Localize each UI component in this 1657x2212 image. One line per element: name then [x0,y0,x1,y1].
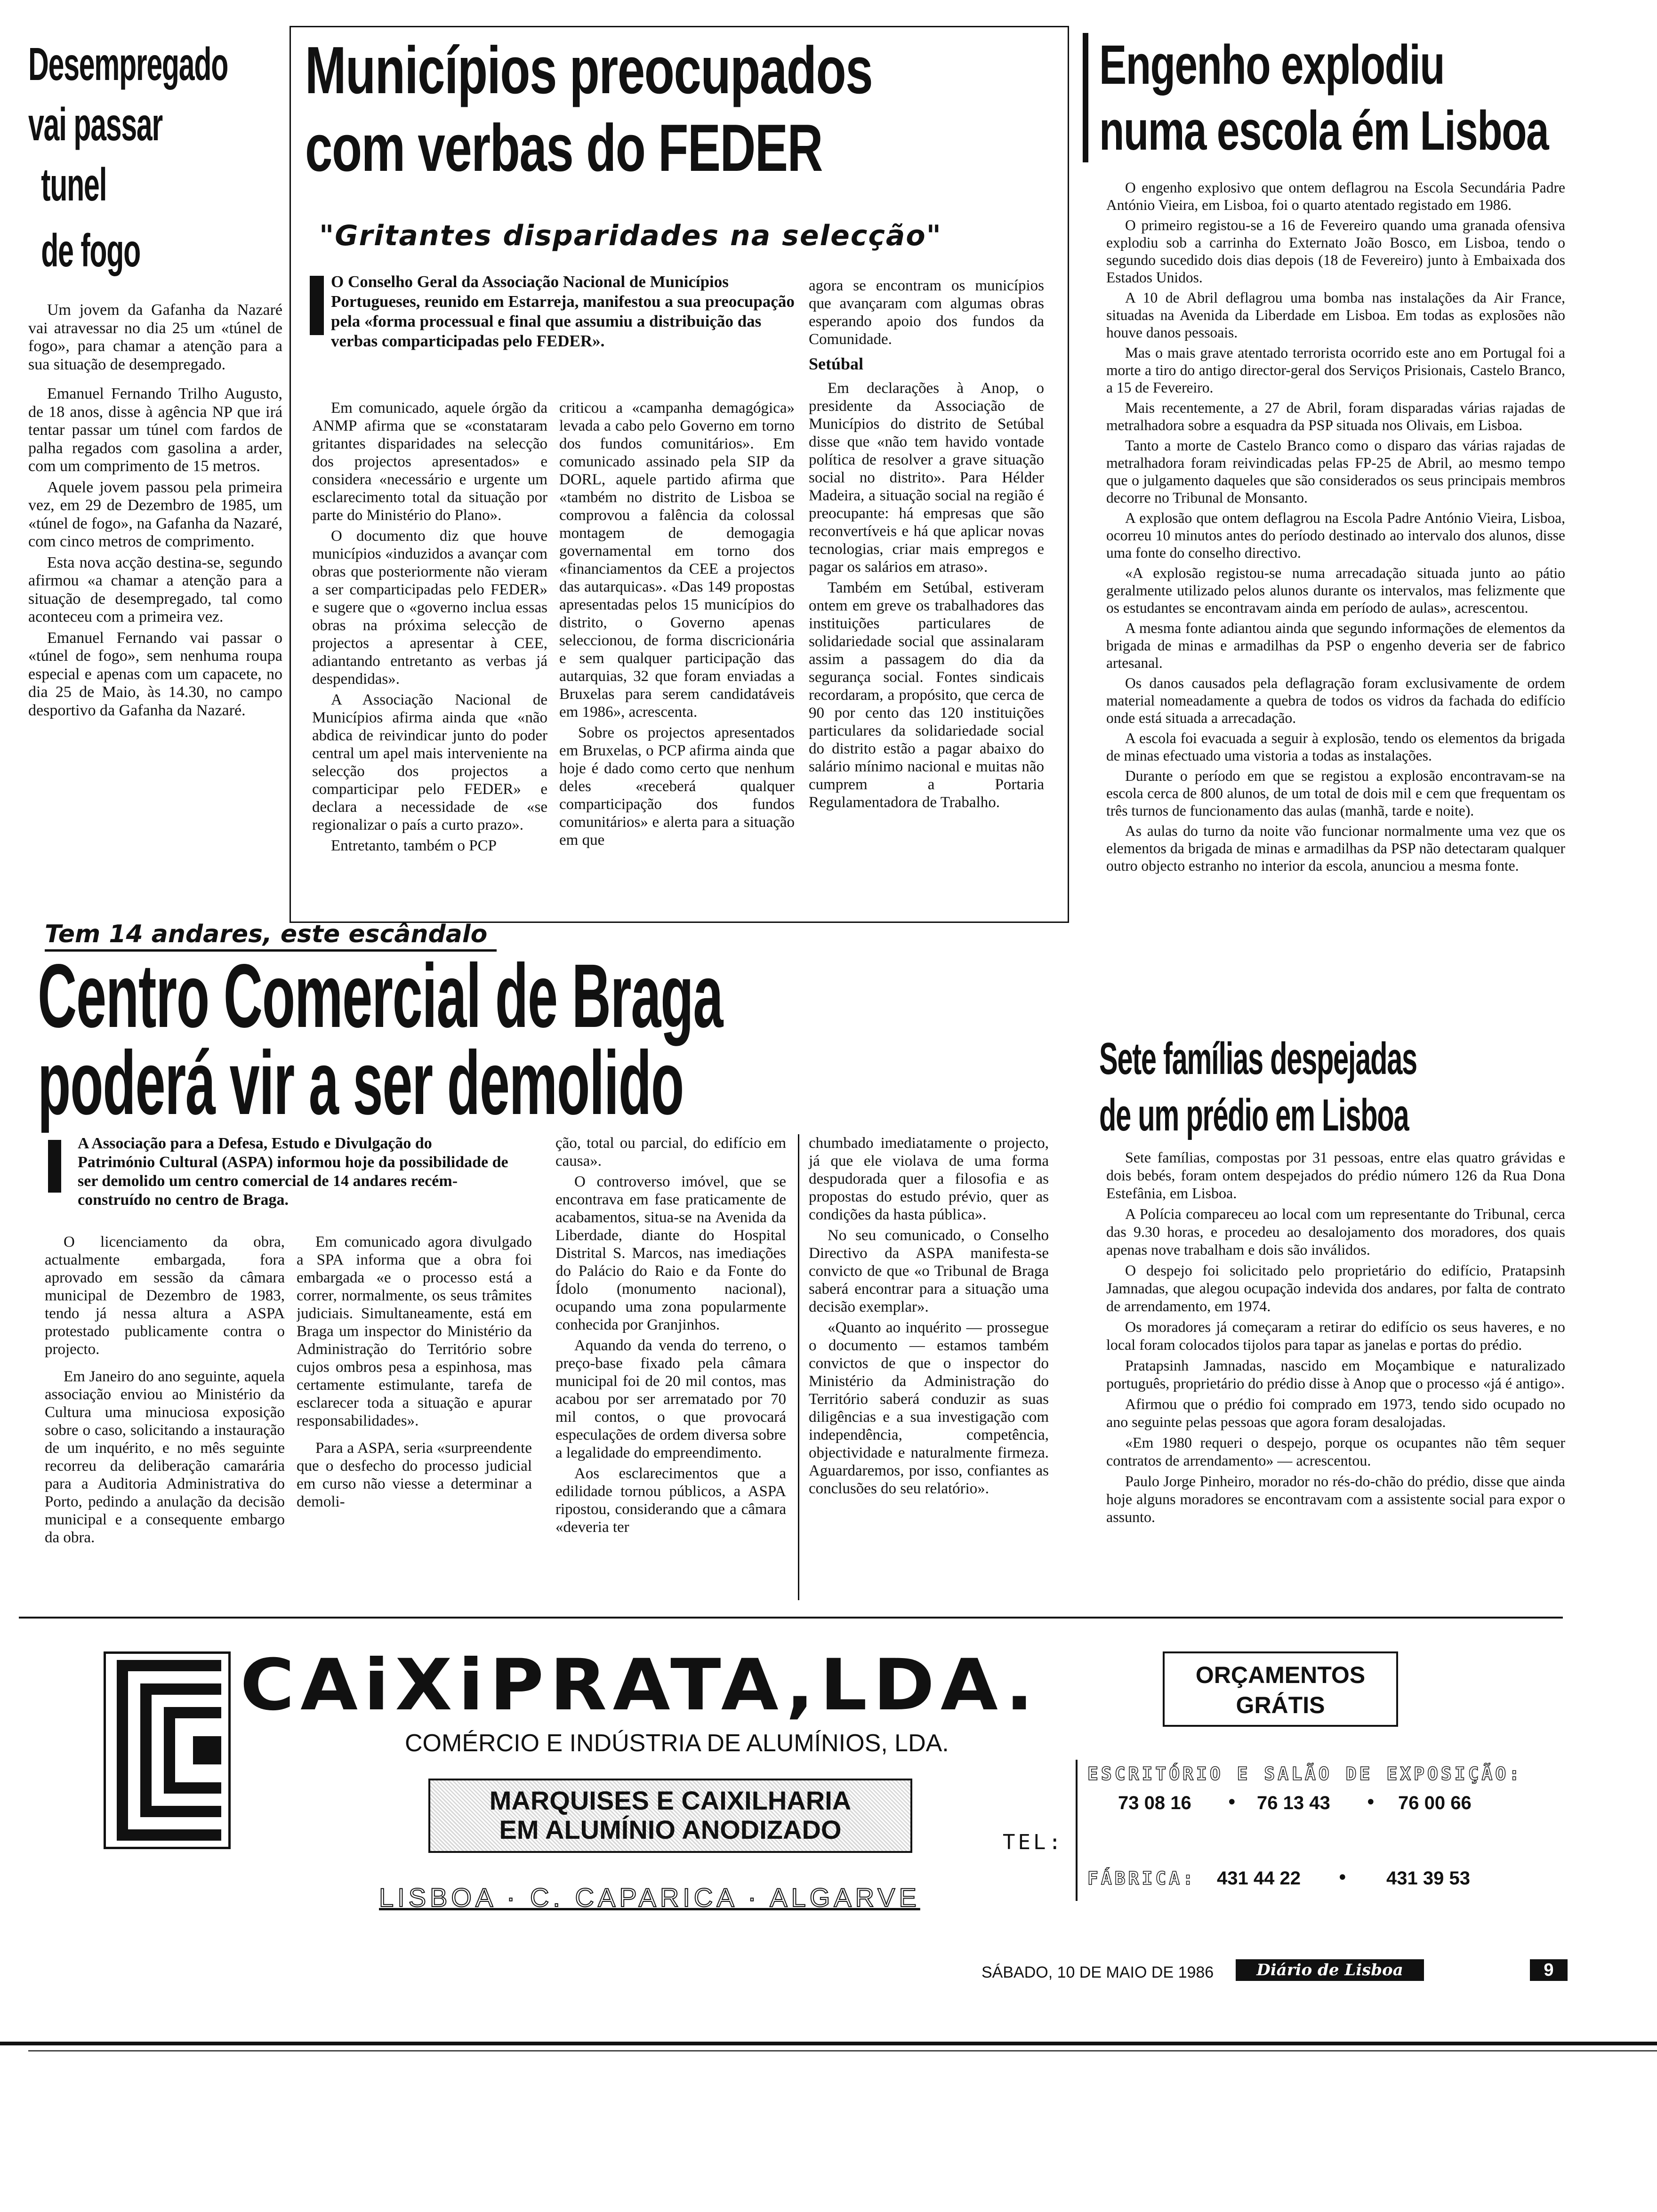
subheading: Setúbal [809,354,864,373]
story-feder [290,26,1069,923]
paragraph: A Polícia compareceu ao local com um representante do Tribunal, cerca das 9.30 horas, e procedeu ao desalojamento dos moradores, dos quais apenas nove trabalham e dois são inválidos. [1106,1205,1565,1258]
lead-bar [48,1140,61,1193]
feder-col1 [312,399,547,917]
engenho-body [1106,179,1565,1064]
lead-bar [310,276,324,335]
paragraph: Pratapsinh Jamnadas, nascido em Moçambique e naturalizado português, proprietário do prédio disse à Anop que o processo «já é antigo». [1106,1357,1565,1392]
product-line: EM ALUMÍNIO ANODIZADO [499,1815,842,1844]
paragraph: As aulas do turno da noite vão funcionar normalmente uma vez que os elementos da brigada de minas e armadilhas da PSP não detectaram qualquer outro objecto estranho no interior da escola, anunciou a mesma fonte. [1106,823,1565,874]
paragraph: criticou a «campanha demagógica» levada a cabo pelo Governo em torno dos fundos comunitários». Em comunicado assinado pela SIP da DORL, aquele partido afirma que «também no distrito de Lisboa se comprovou a falência da colossal montagem de demogagia governamental em torno dos «financiamentos da CEE a projectos das autarquicas». «Das 149 propostas apresentadas pelos 15 municípios do distrito, o Governo apenas seleccionou, de forma discricionária e sem qualquer participação das autarquias, 32 que foram enviadas a Bruxelas para serem candidatáveis em 1986», acrescenta. [559,400,795,721]
braga-col4 [798,1134,1049,1600]
advertisement [19,1617,1563,1957]
paragraph: O licenciamento da obra, actualmente embargada, fora aprovado em sessão da câmara municipal de Dezembro de 1983, tendo já nessa altura a ASPA protestado publicamente contra o projecto. [45,1234,285,1358]
caixiprata-logo [104,1651,231,1849]
paragraph: Em comunicado, aquele órgão da ANMP afirma que se «constataram gritantes disparidades na selecção dos projectos apresentados» e considera «necessário e urgente um esclarecimento total da situação por parte do Ministério do Plano». [312,400,547,524]
headline-line: vai passar [28,98,162,150]
office-label: ESCRITÓRIO E SALÃO DE EXPOSIÇÃO: [1087,1763,1523,1784]
separator-dot: • [1365,1792,1376,1813]
paragraph: A 10 de Abril deflagrou uma bomba nas instalações da Air France, situadas na Avenida da Liberdade em Lisboa. Em todas as explosões não houve danos pessoais. [1106,289,1565,341]
paragraph: Durante o período em que se registou a explosão encontravam-se na escola cerca de 800 alunos, de um total de dois mil e cem que frequentam os três turnos de funcionamento das aulas (manhã, tarde e noite). [1106,768,1565,819]
engenho-headline-line: numa escola ém Lisboa [1099,100,1549,162]
paragraph: Mas o mais grave atentado terrorista ocorrido este ano em Portugal foi a morte a tiro do antigo director-geral dos Serviços Prisionais, Castelo Branco, a 15 de Fevereiro. [1106,345,1565,396]
paragraph: A mesma fonte adiantou ainda que segundo informações de elementos da brigada de minas e armadilhas da PSP o engenho deveria ser de fabrico artesanal. [1106,620,1565,671]
brand-tagline: COMÉRCIO E INDÚSTRIA DE ALUMÍNIOS, LDA. [405,1730,949,1757]
story-desempregado [28,38,282,979]
separator-dot: • [1337,1867,1348,1889]
footer-paper-name: Diário de Lisboa [1236,1959,1424,1981]
paragraph: Os moradores já começaram a retirar do edifício os seus haveres, e no local foram colocados tijolos para tapar as janelas e portas do prédio. [1106,1318,1565,1353]
page-number: 9 [1530,1959,1568,1981]
despejo-body [1106,1148,1565,1600]
paragraph: No seu comunicado, o Conselho Directivo da ASPA manifesta-se convicto de que «o Tribunal de Braga saberá encontrar para a situação uma decisão exemplar». [809,1227,1049,1315]
paragraph: Entretanto, também o PCP [331,837,497,854]
phone-divider [1076,1760,1078,1901]
page-bottom-rule [0,2042,1657,2045]
braga-col2 [297,1233,532,1600]
paragraph: Mais recentemente, a 27 de Abril, foram disparadas várias rajadas de metralhadora sobre a esquadra da PSP situada nos Olivais, em Lisboa. [1106,400,1565,433]
product-line: MARQUISES E CAIXILHARIA [489,1786,852,1815]
braga-col1 [45,1233,285,1600]
orcamentos-line: ORÇAMENTOS [1195,1662,1366,1688]
factory-label: FÁBRICA: [1087,1868,1197,1889]
paragraph: Também em Setúbal, estiveram ontem em greve os trabalhadores das instituições particulares de solidariedade social que assinalaram assim a passagem do dia da segurança social. Fontes sindicais recordaram, a propósito, que cerca de 90 por cento das 120 instituições particulares da solidariedade social do distrito estão a pagar abaixo do salário mínimo nacional e muitas não cumprem a Portaria Regulamentadora de Trabalho. [809,579,1044,811]
orcamentos-line: GRÁTIS [1236,1692,1325,1718]
paragraph: agora se encontram os municípios que avançaram com algumas obras esperando apoio dos fundos da Comunidade. [809,277,1044,348]
feder-col3 [809,277,1044,917]
feder-subtitle: "Gritantes disparidades na selecção" [319,219,942,252]
story-engenho [1099,28,1570,1111]
factory-phone: 431 44 22 [1217,1868,1301,1889]
paragraph: Em comunicado agora divulgado a SPA informa que a obra foi embargada «e o processo está a correr, normalmente, os seus trâmites judiciais. Simultaneamente, está em Braga um inspector do Ministério da Administração do Território sobre cujos ombros pesa a espinhosa, mas certamente estimulante, tarefa de esclarecer toda a situação e apurar responsabilidades». [297,1234,532,1429]
feder-lead: O Conselho Geral da Associação Nacional de Municípios Portugueses, reunido em Estarreja, manifestou a sua preocupação pela «forma processual e final que assumiu a distribuição das verbas comparticipadas pelo FEDER». [331,272,795,350]
desempregado-title [28,38,282,301]
locations: LISBOA · C. CAPARICA · ALGARVE [379,1883,920,1912]
paragraph: Os danos causados pela deflagração foram exclusivamente de ordem material nomeadamente a quebra de todos os vidros da fachada do edifício onde está situada a arrecadação. [1106,675,1565,726]
story-braga [19,920,1083,1607]
despejo-headline-line: Sete famílias despejadas [1099,1034,1417,1084]
office-phone: 76 13 43 [1257,1793,1330,1813]
braga-kicker: Tem 14 andares, este escândalo [45,920,497,952]
paragraph: Emanuel Fernando vai passar o «túnel de fogo», sem nenhuma roupa especial e apenas com um capacete, no dia 25 de Maio, às 14.30, no campo desportivo da Gafanha da Nazaré. [28,629,282,719]
paragraph: A explosão que ontem deflagrou na Escola Padre António Vieira, Lisboa, ocorreu 10 minutos antes do período destinado ao intervalo dos alunos, disse uma fonte do conselho directivo. [1106,510,1565,561]
paragraph: O primeiro registou-se a 16 de Fevereiro quando uma granada ofensiva explodiu sob a carrinha do Externato João Bosco, em Lisboa, tendo o segundo sucedido dois dias depois (18 de Fevereiro) junto à Embaixada dos Estados Unidos. [1106,217,1565,286]
factory-phone: 431 39 53 [1386,1868,1470,1889]
paragraph: A Associação Nacional de Municípios afirma ainda que «não abdica de reivindicar junto do poder central um apel mais interveniente na selecção dos projectos a comparticipar pelo FEDER» e declara a necessidade de «se regionalizar o país a curto prazo». [312,691,547,834]
paragraph: chumbado imediatamente o projecto, já que ele violava de uma forma despudorada quer a filosofia e as propostas do estudo prévio, quer as condições da hasta pública». [809,1135,1049,1223]
paragraph: Um jovem da Gafanha da Nazaré vai atravessar no dia 25 um «túnel de fogo», para chamar a atenção para a sua situação de desempregado. [28,301,282,373]
feder-col2 [559,399,795,917]
paragraph: Em declarações à Anop, o presidente da Associação de Municípios do distrito de Setúbal disse que «não tem havido vontade política de resolver a grave situação social no distrito». Para Hélder Madeira, a situação social na região é preocupante: há empresas que são reconvertíveis e há que aplicar novas tecnologias, criar mais empregos e pagar os salários em atraso». [809,380,1044,576]
braga-headline-line: Centro Comercial de Braga [38,945,723,1046]
paragraph: O engenho explosivo que ontem deflagrou na Escola Secundária Padre António Vieira, em Lisboa, foi o quarto atentado registado em 1986. [1106,179,1565,213]
headline-line: de fogo [41,224,140,276]
separator-dot: • [1226,1792,1238,1813]
headline-line: Desempregado [28,38,228,90]
paragraph: «A explosão registou-se numa arrecadação situada junto ao pátio geralmente utilizado pelos alunos durante os intervalos, mas felizmente que os estudantes se encontravam ainda em período de aulas», acrescentou. [1106,565,1565,616]
feder-headline-line: com verbas do FEDER [305,111,822,185]
paragraph: Emanuel Fernando Trilho Augusto, de 18 anos, disse à agência NP que irá tentar passar um túnel com fardos de palha regados com gasolina a arder, com um comprimento de 15 metros. [28,385,282,475]
despejo-headline-line: de um prédio em Lisboa [1099,1090,1409,1140]
story-despejo [1099,1028,1570,1605]
paragraph: Sobre os projectos apresentados em Bruxelas, o PCP afirma ainda que hoje é dado como certo que nenhum deles «receberá qualquer comparticipação dos fundos comunitários» e alerta para a situação em que [559,724,795,849]
paragraph: Aquele jovem passou pela primeira vez, em 29 de Dezembro de 1985, um «túnel de fogo», na Gafanha da Nazaré, com cinco metros de comprimento. [28,478,282,550]
tel-label: TEL: [1003,1830,1064,1854]
paragraph: «Quanto ao inquérito — prossegue o documento — estamos também convictos de que o inspector do Ministério da Administração do Território saberá conduzir as suas diligências e a sua investigação com independência, competência, objectividade e naturalmente firmeza. Aguardaremos, por isso, confiantes as conclusões do seu relatório». [809,1319,1049,1497]
office-phone: 76 00 66 [1398,1793,1472,1813]
orcamentos-box [1163,1651,1398,1727]
footer-date: SÁBADO, 10 DE MAIO DE 1986 [981,1964,1214,1981]
paragraph: Em Janeiro do ano seguinte, aquela associação enviou ao Ministério da Cultura uma minuciosa exposição sobre o caso, solicitando a instauração de um inquérito, e no mês seguinte recorreu da deliberação camarária para a Auditoria Administrativa do Porto, pedindo a anulação da decisão municipal e a consequente embargo da obra. [45,1368,285,1546]
product-box [428,1779,912,1853]
paragraph: Afirmou que o prédio foi comprado em 1973, tendo sido ocupado no ano seguinte pelas pessoas que agora foram desalojadas. [1106,1395,1565,1430]
braga-col3 [555,1134,786,1600]
paragraph: O controverso imóvel, que se encontrava em fase praticamente de acabamentos, situa-se na Avenida da Liberdade, diante do Hospital Distrital S. Marcos, nas imediações do Palácio do Raio e da Fonte do Ídolo (monumento nacional), ocupando uma zona popularmente conhecida por Granjinhos. [555,1173,786,1333]
column-rule [1083,33,1088,162]
paragraph: A escola foi evacuada a seguir à explosão, tendo os elementos da brigada de minas efectuado uma vistoria a todas as instalações. [1106,730,1565,764]
desempregado-body [28,301,282,722]
page-bottom-rule [28,2050,1657,2052]
braga-lead: A Associação para a Defesa, Estudo e Divulgação do Património Cultural (ASPA) informou hoje da possibilidade de ser demolido um centro comercial de 14 andares recém-construído no centro de Braga. [78,1135,508,1209]
headline-line: tunel [41,159,107,210]
paragraph: Para a ASPA, seria «surpreendente que o desfecho do processo judicial em curso não viesse a determinar a demoli- [297,1440,532,1510]
office-phone: 73 08 16 [1118,1793,1191,1813]
paragraph: Aquando da venda do terreno, o preço-base fixado pela câmara municipal foi de 20 mil contos, mas acabou por ser arrematado por 70 mil contos, o que provocará especulações de ordem diversa sobre a legalidade do empreendimento. [555,1337,786,1461]
paragraph: Paulo Jorge Pinheiro, morador no rés-do-chão do prédio, disse que ainda hoje alguns moradores se encontravam com a assistente social para expor o assunto. [1106,1473,1565,1525]
brand-name: CAiXiPRATA,LDA. [240,1644,1039,1726]
paragraph: Aos esclarecimentos que a edilidade tornou públicos, a ASPA ripostou, considerando que a câmara «deveria ter [555,1465,786,1536]
paragraph: O despejo foi solicitado pelo proprietário do edifício, Pratapsinh Jamnadas, que alegou ocupação indevida dos andares, por falta de contrato de arrendamento, em 1974. [1106,1262,1565,1314]
logo-c-icon [104,1651,231,1849]
paragraph: Esta nova acção destina-se, segundo afirmou «a chamar a atenção para a situação de desempregado, tal como aconteceu com a primeira vez. [28,553,282,625]
paragraph: ção, total ou parcial, do edifício em causa». [555,1135,786,1170]
braga-headline-line: poderá vir a ser demolido [38,1032,684,1133]
feder-headline-line: Municípios preocupados [305,33,873,108]
paragraph: O documento diz que houve municípios «induzidos a avançar com obras que posteriormente não vieram a ser comparticipadas pelo FEDER» e sugere que o «governo inclua essas obras na próxima selecção de projectos a apresentar à CEE, adiantando entretanto as verbas já despendidas». [312,528,547,688]
engenho-headline-line: Engenho explodiu [1099,34,1445,96]
paragraph: Sete famílias, compostas por 31 pessoas, entre elas quatro grávidas e dois bebés, foram ontem despejados do prédio número 126 da Rua Dona Estefânia, em Lisboa. [1106,1149,1565,1202]
paragraph: «Em 1980 requeri o despejo, porque os ocupantes não têm sequer contratos de arrendamento» — acrescentou. [1106,1434,1565,1469]
paragraph: Tanto a morte de Castelo Branco como o disparo das várias rajadas de metralhadora foram reivindicadas pelas FP-25 de Abril, ao mesmo tempo que o julgamento daqueles que são considerados os seus principais membros decorre no Tribunal de Monsanto. [1106,437,1565,506]
